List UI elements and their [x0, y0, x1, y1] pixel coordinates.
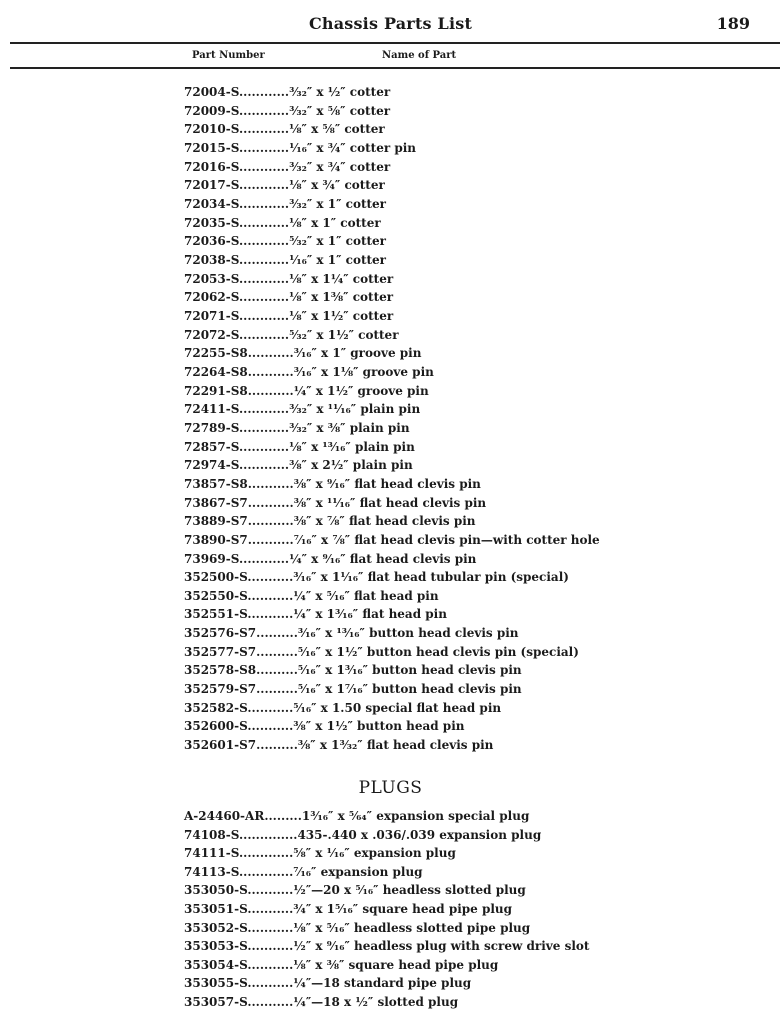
leader-dots: ............ [238, 327, 290, 342]
list-item [184, 624, 519, 642]
part-number: 353052-S [184, 920, 248, 935]
leader-dots: ............ [238, 234, 290, 249]
list-item [184, 587, 439, 605]
part-number: 73890-S7 [184, 532, 248, 547]
leader-dots: ............ [238, 252, 290, 267]
list-item [184, 232, 386, 250]
list-item [184, 568, 569, 586]
part-name: ¼″ x ⁹⁄₁₆″ flat head clevis pin [289, 551, 477, 566]
part-name: ⅜″ x 2½″ plain pin [289, 458, 413, 473]
leader-dots: ........... [247, 588, 294, 603]
part-number: 73867-S7 [184, 495, 248, 510]
list-item [184, 643, 579, 661]
list-item [184, 251, 386, 269]
part-number: 72264-S8 [184, 364, 248, 379]
leader-dots: ............ [238, 439, 290, 454]
part-number: 72255-S8 [184, 346, 248, 361]
list-item [184, 363, 434, 381]
list-item [184, 661, 522, 679]
list-item [184, 863, 423, 881]
part-number: 353057-S [184, 995, 248, 1009]
part-number: 353050-S [184, 883, 248, 898]
part-name: ½″—20 x ⁵⁄₁₆″ headless slotted plug [293, 883, 526, 898]
leader-dots: .......... [256, 644, 298, 659]
part-name: ¹⁄₁₆″ x ¾″ cotter pin [289, 140, 417, 155]
part-name: ⁷⁄₁₆″ expansion plug [293, 864, 423, 879]
leader-dots: ........... [247, 920, 294, 935]
part-name: ½″ x ⁹⁄₁₆″ headless plug with screw drive slot [293, 939, 590, 954]
list-item [184, 807, 529, 825]
leader-dots: ............ [238, 420, 290, 435]
leader-dots: ......... [264, 809, 302, 823]
part-name: ¼″—18 x ½″ slotted plug [293, 995, 459, 1009]
list-item [184, 531, 600, 549]
part-name: ⅛″ x 1″ cotter [289, 215, 381, 230]
part-number: 74113-S [184, 864, 239, 879]
leader-dots: ............. [238, 846, 294, 861]
part-name: ⅜″ x 1½″ button head pin [293, 719, 465, 734]
part-number: 73857-S8 [184, 476, 248, 491]
part-name: ⅛″ x ⁵⁄₁₆″ headless slotted pipe plug [293, 920, 531, 935]
part-name: ³⁄₁₆″ x 1⅛″ groove pin [293, 364, 434, 379]
column-header-part-number: Part Number [192, 50, 265, 61]
list-item [184, 344, 421, 362]
list-item [184, 956, 498, 974]
leader-dots: ........... [247, 957, 294, 972]
list-item [184, 195, 386, 213]
part-name: ¼″ x ⁵⁄₁₆″ flat head pin [293, 588, 439, 603]
part-name: ³⁄₃₂″ x ⅝″ cotter [289, 103, 391, 118]
list-item [184, 270, 393, 288]
part-name: ⅛″ x ¾″ cotter [289, 178, 385, 193]
part-number: 72015-S [184, 140, 239, 155]
part-number: 72009-S [184, 103, 239, 118]
part-name: ⅛″ x 1½″ cotter [289, 308, 394, 323]
part-number: 72071-S [184, 308, 239, 323]
part-number: 73969-S [184, 551, 239, 566]
part-name: ⁵⁄₃₂″ x 1″ cotter [289, 234, 386, 249]
list-item [184, 937, 589, 955]
plugs-section-title: PLUGS [358, 778, 423, 798]
leader-dots: ........... [247, 902, 294, 916]
part-number: 72036-S [184, 234, 239, 249]
leader-dots: ........... [247, 883, 294, 898]
part-number: 72035-S [184, 215, 239, 230]
leader-dots: ........... [247, 495, 294, 510]
leader-dots: ........... [247, 719, 294, 734]
part-name: ⅛″ x 1¼″ cotter [289, 271, 394, 286]
part-name: ⅜″ x ⅞″ flat head clevis pin [293, 514, 476, 529]
part-name: ¹⁄₁₆″ x 1″ cotter [289, 252, 386, 267]
part-number: 72017-S [184, 178, 239, 193]
leader-dots: ............ [238, 308, 290, 323]
list-item [184, 826, 541, 844]
leader-dots: .......... [256, 738, 298, 753]
leader-dots: .......... [256, 663, 298, 678]
leader-dots: ........... [247, 383, 294, 398]
list-item [184, 400, 420, 418]
part-number: 72974-S [184, 458, 239, 473]
part-name: ³⁄₁₆″ x 1¹⁄₁₆″ flat head tubular pin (special) [293, 570, 569, 585]
leader-dots: ........... [247, 346, 294, 361]
list-item [184, 382, 429, 400]
part-name: ⅛″ x ⅜″ square head pipe plug [293, 957, 499, 972]
part-name: ³⁄₃₂″ x ¹¹⁄₁₆″ plain pin [289, 402, 421, 417]
part-name: ⁵⁄₁₆″ x 1³⁄₁₆″ button head clevis pin [297, 663, 522, 678]
list-item [184, 680, 522, 698]
part-number: 72857-S [184, 439, 239, 454]
part-number: 74111-S [184, 846, 239, 861]
list-item [184, 158, 390, 176]
leader-dots: ........... [247, 532, 294, 547]
part-name: ¾″ x 1⁵⁄₁₆″ square head pipe plug [293, 902, 513, 916]
leader-dots: ........... [247, 570, 294, 585]
part-name: ⅛″ x 1⅜″ cotter [289, 290, 394, 305]
part-number: A-24460-AR [184, 809, 265, 823]
list-item [184, 307, 393, 325]
list-item [184, 881, 526, 899]
part-number: 72010-S [184, 122, 239, 137]
part-name: ³⁄₃₂″ x ⅜″ plain pin [289, 420, 410, 435]
list-item [184, 844, 456, 862]
leader-dots: ........... [247, 607, 294, 622]
leader-dots: ........... [247, 976, 294, 991]
leader-dots: ............ [238, 178, 290, 193]
part-number: 353051-S [184, 902, 248, 916]
part-number: 72034-S [184, 196, 239, 211]
leader-dots: ............ [238, 122, 290, 137]
part-name: ³⁄₃₂″ x ½″ cotter [289, 85, 391, 99]
list-item [184, 288, 393, 306]
leader-dots: ............ [238, 159, 290, 174]
part-name: 1³⁄₁₆″ x ⁵⁄₆₄″ expansion special plug [301, 809, 530, 823]
leader-dots: ........... [247, 476, 294, 491]
part-number: 72004-S [184, 85, 239, 99]
part-number: 72016-S [184, 159, 239, 174]
list-item [184, 699, 501, 717]
leader-dots: ............ [238, 402, 290, 417]
part-name: ¼″—18 standard pipe plug [293, 976, 472, 991]
part-number: 72411-S [184, 402, 239, 417]
list-item [184, 326, 399, 344]
part-number: 72291-S8 [184, 383, 248, 398]
part-number: 73889-S7 [184, 514, 248, 529]
part-name: ⅛″ x ⅝″ cotter [289, 122, 385, 137]
part-number: 352582-S [184, 700, 248, 715]
leader-dots: ............ [238, 290, 290, 305]
part-number: 72053-S [184, 271, 239, 286]
part-number: 72062-S [184, 290, 239, 305]
list-item [184, 605, 447, 623]
page-title: Chassis Parts List [308, 14, 473, 33]
list-item [184, 120, 385, 138]
part-number: 352601-S7 [184, 738, 257, 753]
part-name: ³⁄₁₆″ x 1″ groove pin [293, 346, 422, 361]
leader-dots: ............. [238, 827, 294, 842]
part-number: 352579-S7 [184, 682, 257, 697]
leader-dots: ........... [247, 364, 294, 379]
part-number: 353055-S [184, 976, 248, 991]
part-name: ⅜″ x ¹¹⁄₁₆″ flat head clevis pin [293, 495, 487, 510]
list-item [184, 717, 464, 735]
part-number: 352500-S [184, 570, 248, 585]
leader-dots: ............ [238, 551, 290, 566]
part-number: 353053-S [184, 939, 248, 954]
list-item [184, 456, 413, 474]
part-number: 352600-S [184, 719, 248, 734]
part-number: 72072-S [184, 327, 239, 342]
list-item [184, 176, 385, 194]
header-rule-top [10, 42, 780, 44]
leader-dots: ............ [238, 271, 290, 286]
part-name: ⁷⁄₁₆″ x ⅞″ flat head clevis pin—with cotter hole [293, 532, 600, 547]
header-rule-bottom [10, 67, 780, 69]
part-number: 352576-S7 [184, 626, 257, 641]
list-item [184, 83, 390, 101]
list-item [184, 550, 476, 568]
leader-dots: ........... [247, 514, 294, 529]
list-item [184, 494, 486, 512]
list-item [184, 736, 493, 754]
list-item [184, 974, 471, 992]
part-name: ⅜″ x ⁹⁄₁₆″ flat head clevis pin [293, 476, 481, 491]
list-item [184, 102, 390, 120]
leader-dots: ........... [247, 995, 294, 1009]
part-number: 352551-S [184, 607, 248, 622]
leader-dots: ............ [238, 196, 290, 211]
part-number: 352578-S8 [184, 663, 257, 678]
part-name: ⅛″ x ¹³⁄₁₆″ plain pin [289, 439, 415, 454]
part-number: 352550-S [184, 588, 248, 603]
part-name: ⁵⁄₁₆″ x 1½″ button head clevis pin (special) [297, 644, 579, 659]
part-name: ⁵⁄₁₆″ x 1⁷⁄₁₆″ button head clevis pin [297, 682, 522, 697]
leader-dots: .......... [256, 682, 298, 697]
list-item [184, 475, 481, 493]
part-name: ⁵⁄₁₆″ x 1.50 special flat head pin [293, 700, 502, 715]
leader-dots: ............ [238, 85, 290, 99]
part-name: ¼″ x 1½″ groove pin [293, 383, 429, 398]
leader-dots: ............. [238, 864, 294, 879]
leader-dots: ............ [238, 140, 290, 155]
column-header-name-of-part: Name of Part [382, 50, 457, 61]
list-item [184, 438, 415, 456]
list-item [184, 512, 476, 530]
part-number: 74108-S [184, 827, 239, 842]
part-name: ⅜″ x 1³⁄₃₂″ flat head clevis pin [297, 738, 494, 753]
part-name: ¼″ x 1³⁄₁₆″ flat head pin [293, 607, 447, 622]
list-item [184, 139, 416, 157]
part-name: ³⁄₁₆″ x ¹³⁄₁₆″ button head clevis pin [297, 626, 519, 641]
part-number: 352577-S7 [184, 644, 257, 659]
part-name: .435-.440 x .036/.039 expansion plug [293, 827, 542, 842]
leader-dots: .......... [256, 626, 298, 641]
leader-dots: ............ [238, 458, 290, 473]
part-name: ⁵⁄₃₂″ x 1½″ cotter [289, 327, 399, 342]
part-name: ⅝″ x ¹⁄₁₆″ expansion plug [293, 846, 456, 861]
list-item [184, 919, 530, 937]
part-name: ³⁄₃₂″ x 1″ cotter [289, 196, 386, 211]
list-item [184, 419, 410, 437]
leader-dots: ........... [247, 939, 294, 954]
list-item [184, 900, 512, 918]
list-item [184, 214, 381, 232]
part-number: 353054-S [184, 957, 248, 972]
part-number: 72789-S [184, 420, 239, 435]
part-name: ³⁄₃₂″ x ¾″ cotter [289, 159, 391, 174]
part-number: 72038-S [184, 252, 239, 267]
list-item [184, 993, 458, 1011]
leader-dots: ............ [238, 215, 290, 230]
leader-dots: ........... [247, 700, 294, 715]
page-number: 189 [716, 14, 750, 33]
leader-dots: ............ [238, 103, 290, 118]
